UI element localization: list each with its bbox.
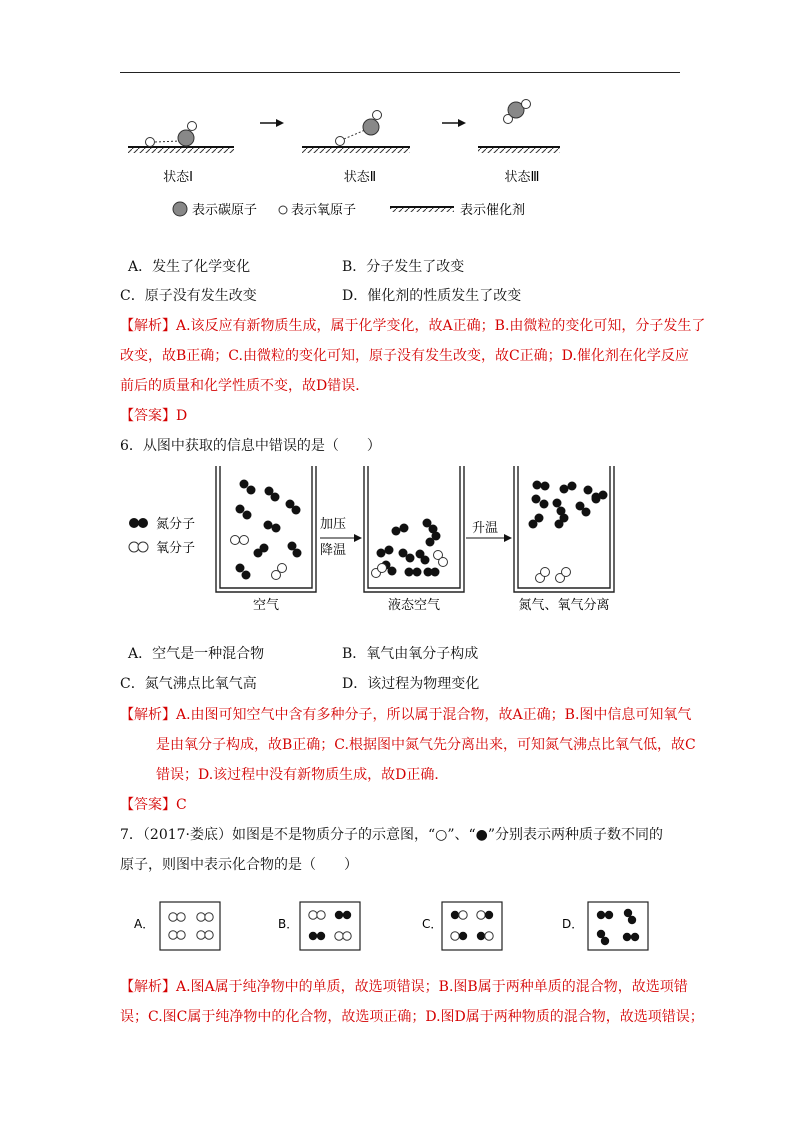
q6-analysis-line-1: 【解析】A.由图可知空气中含有多种分子，所以属于混合物，故A正确；B.图中信息可知氧气 — [120, 707, 692, 723]
arrow-right-icon — [354, 534, 362, 542]
legend-oxygen: 表示氧原子 — [291, 203, 357, 218]
air-molecules — [231, 480, 302, 580]
liquid-air-molecules — [372, 519, 448, 578]
oxygen-molecule-icon — [129, 542, 148, 552]
q5-analysis-line-2: 改变，故B正确；C.由微粒的变化可知，原子没有发生改变，故C正确；D.催化剂在化学反应 — [120, 348, 689, 364]
arrow2-label: 升温 — [472, 521, 499, 536]
oxygen-atom-icon — [522, 100, 531, 109]
q5-analysis-line-3: 前后的质量和化学性质不变，故D错误． — [120, 378, 370, 394]
q5-option-b: B．分子发生了改变 — [342, 259, 465, 275]
arrow-right-icon — [276, 119, 284, 127]
legend-carbon: 表示碳原子 — [192, 203, 258, 218]
state-1-caption: 状态Ⅰ — [163, 170, 193, 185]
catalyst-legend-icon — [390, 208, 454, 212]
catalyst-surface-3 — [478, 147, 560, 153]
q7-label-a: A． — [134, 917, 155, 931]
oxygen-legend-icon — [279, 206, 287, 214]
q7-label-c: C． — [422, 917, 443, 931]
arrow-right-icon — [458, 119, 466, 127]
catalyst-surface-2 — [302, 147, 410, 153]
q6-analysis-line-2: 是由氧分子构成，故B正确；C.根据图中氮气先分离出来，可知氮气沸点比氧气低，故C — [156, 737, 696, 753]
q7-options-figure — [120, 896, 660, 956]
air-separation-figure — [120, 462, 640, 612]
state-3-caption: 状态Ⅲ — [504, 170, 540, 185]
q5-option-d: D．催化剂的性质发生了改变 — [342, 288, 522, 304]
legend-catalyst: 表示催化剂 — [460, 203, 526, 218]
q5-option-c: C．原子没有发生改变 — [120, 288, 257, 304]
catalyst-figure — [120, 95, 560, 225]
q7-stem-line-2: 原子，则图中表示化合物的是（ ） — [120, 857, 358, 873]
arrow-right-icon — [504, 534, 512, 542]
q7-analysis-line-1: 【解析】A.图A属于纯净物中的单质，故选项错误；B.图B属于两种单质的混合物，故选项错 — [120, 979, 688, 995]
q7-label-b: B． — [278, 917, 299, 931]
q6-option-b: B．氧气由氧分子构成 — [342, 646, 479, 662]
q7-box-d — [588, 902, 648, 950]
carbon-atom-icon — [363, 119, 379, 135]
oxygen-atom-icon — [146, 138, 155, 147]
q6-option-c: C．氮气沸点比氧气高 — [120, 676, 257, 692]
state-2-caption: 状态Ⅱ — [343, 170, 377, 185]
q7-analysis-line-2: 误；C.图C属于纯净物中的化合物，故选项正确；D.图D属于两种物质的混合物，故选项错误； — [120, 1009, 704, 1025]
q6-analysis-line-3: 错误；D.该过程中没有新物质生成，故D正确． — [156, 767, 449, 783]
nitrogen-molecule-icon — [129, 518, 148, 528]
carbon-legend-icon — [173, 202, 187, 216]
carbon-atom-icon — [178, 130, 194, 146]
caption-liquid-air: 液态空气 — [387, 598, 441, 612]
oxygen-atom-icon — [188, 122, 197, 131]
q6-option-a: A．空气是一种混合物 — [128, 646, 265, 662]
q7-stem-line-1: 7．（2017·娄底）如图是不是物质分子的示意图，“○”、“●”分别表示两种质子数不同的 — [120, 827, 664, 843]
catalyst-surface-1 — [128, 147, 234, 153]
oxygen-atom-icon — [336, 137, 345, 146]
legend-oxygen-molecule: 氧分子 — [156, 541, 196, 556]
separated-molecules — [529, 481, 608, 583]
q6-option-d: D．该过程为物理变化 — [342, 676, 480, 692]
legend-nitrogen: 氮分子 — [156, 517, 196, 532]
oxygen-atom-icon — [373, 111, 382, 120]
header-rule — [120, 72, 680, 73]
arrow1-label-top: 加压 — [320, 517, 347, 532]
caption-separated: 氮气、氧气分离 — [518, 598, 610, 612]
caption-air: 空气 — [252, 598, 280, 612]
q6-answer: 【答案】C — [120, 797, 187, 813]
q5-option-a: A．发生了化学变化 — [128, 259, 251, 275]
q7-box-b — [300, 902, 360, 950]
q7-label-d: D． — [562, 917, 584, 931]
q5-answer: 【答案】D — [120, 408, 188, 424]
q5-analysis-line-1: 【解析】A.该反应有新物质生成，属于化学变化，故A正确；B.由微粒的变化可知，分子发生了 — [120, 318, 706, 334]
arrow1-label-bottom: 降温 — [320, 543, 347, 558]
q6-stem: 6．从图中获取的信息中错误的是（ ） — [120, 438, 381, 454]
q7-box-c — [442, 902, 502, 950]
q7-box-a — [160, 902, 220, 950]
